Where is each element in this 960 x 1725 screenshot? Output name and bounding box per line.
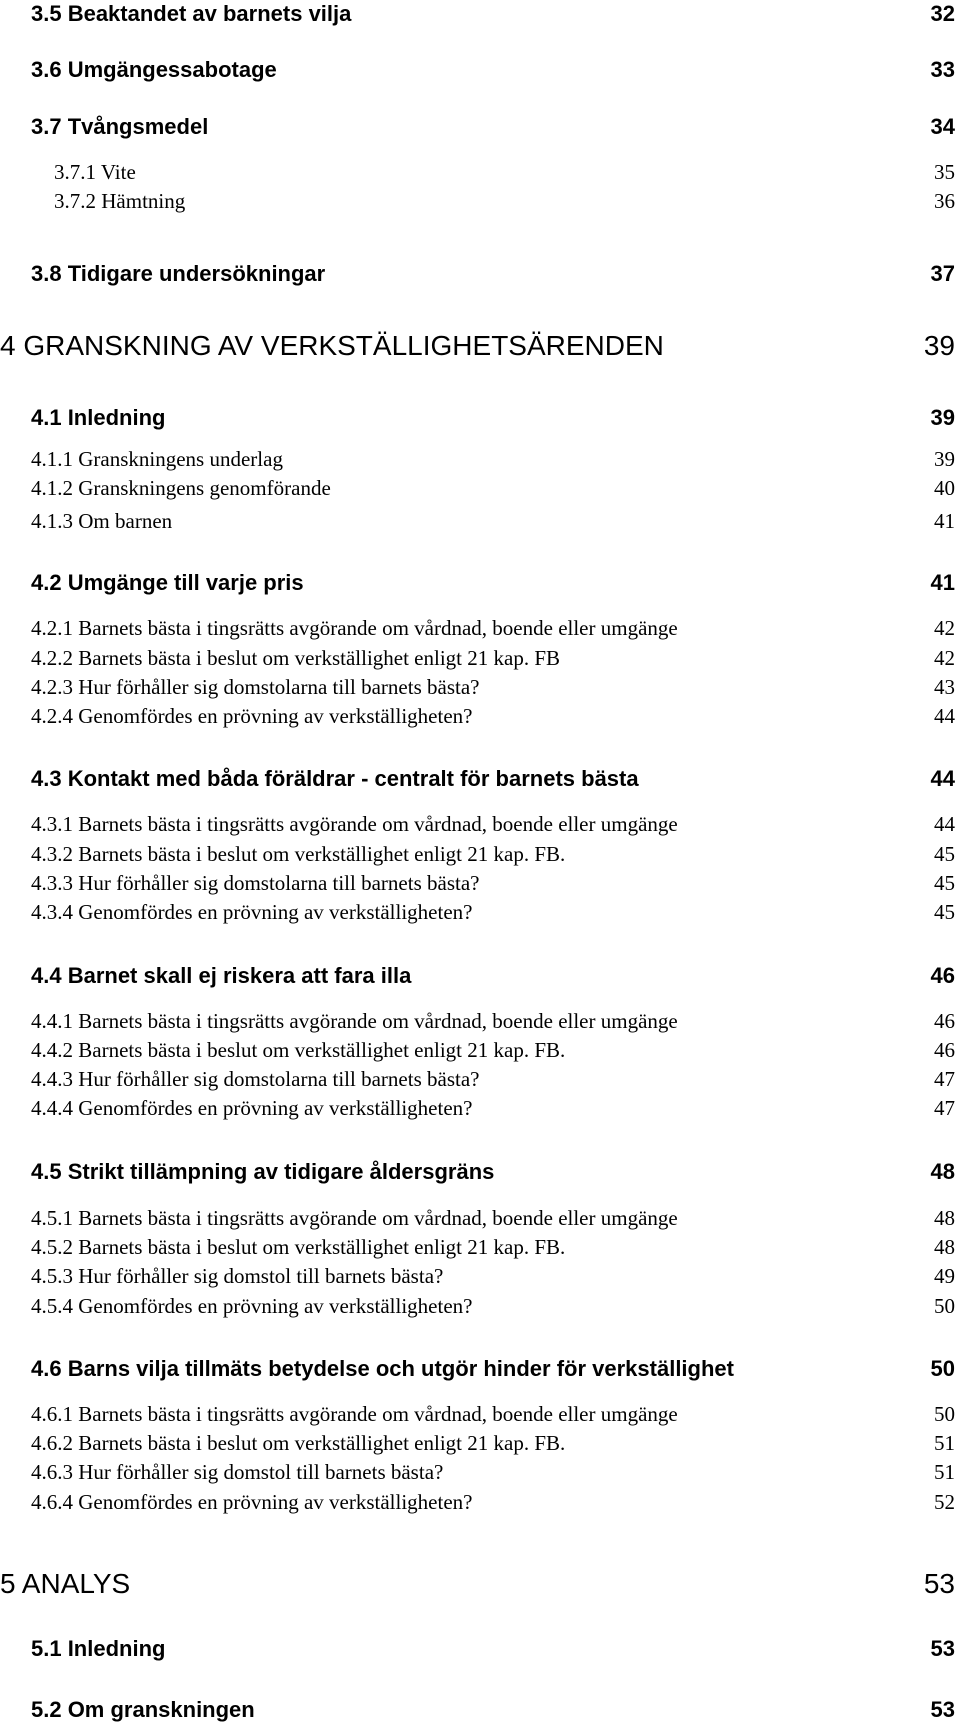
- toc-entry-page: 35: [934, 160, 955, 184]
- toc-entry-page: 46: [934, 1009, 955, 1033]
- toc-entry-page: 44: [934, 704, 955, 728]
- toc-entry-page: 50: [930, 1356, 955, 1381]
- toc-entry-title: 4.6 Barns vilja tillmäts betydelse och utgör hinder för verkställighet: [31, 1356, 734, 1381]
- toc-entry-title: 4.2.4 Genomfördes en prövning av verkställigheten?: [31, 704, 473, 728]
- toc-entry-title: 4 GRANSKNING AV VERKSTÄLLIGHETSÄRENDEN: [0, 330, 664, 361]
- toc-entry-page: 44: [930, 766, 955, 791]
- toc-entry-title: 5.2 Om granskningen: [31, 1697, 255, 1722]
- toc-entry-title: 4.2 Umgänge till varje pris: [31, 570, 304, 595]
- toc-entry-title: 4.3.4 Genomfördes en prövning av verkställigheten?: [31, 900, 473, 924]
- toc-entry-page: 46: [934, 1038, 955, 1062]
- toc-entry-page: 53: [923, 1568, 955, 1599]
- toc-entry-title: 4.5.2 Barnets bästa i beslut om verkställighet enligt 21 kap. FB.: [31, 1235, 566, 1259]
- toc-entry-title: 4.1 Inledning: [31, 405, 166, 430]
- toc-entry-title: 4.1.1 Granskningens underlag: [31, 447, 283, 471]
- toc-entry-title: 3.7 Tvångsmedel: [31, 114, 209, 139]
- toc-entry-page: 52: [934, 1490, 955, 1514]
- toc-entry-title: 4.4.2 Barnets bästa i beslut om verkställighet enligt 21 kap. FB.: [31, 1038, 566, 1062]
- toc-entry-page: 32: [930, 1, 955, 26]
- toc-entry-page: 46: [930, 963, 955, 988]
- toc-entry-title: 5 ANALYS: [0, 1568, 131, 1599]
- toc-entry-title: 4.1.3 Om barnen: [31, 509, 173, 533]
- toc-entry-page: 45: [934, 900, 955, 924]
- toc-entry-title: 4.4 Barnet skall ej riskera att fara illa: [31, 963, 412, 988]
- toc-entry-title: 4.1.2 Granskningens genomförande: [31, 476, 331, 500]
- toc-entry-page: 48: [930, 1159, 955, 1184]
- toc-entry-title: 4.6.3 Hur förhåller sig domstol till barnets bästa?: [31, 1460, 444, 1484]
- toc-entry-title: 4.3 Kontakt med båda föräldrar - centralt för barnets bästa: [31, 766, 639, 791]
- toc-entry-title: 4.2.1 Barnets bästa i tingsrätts avgörande om vårdnad, boende eller umgänge: [31, 616, 678, 640]
- toc-entry-page: 49: [934, 1264, 955, 1288]
- toc-entry-page: 44: [934, 812, 955, 836]
- toc-entry-title: 4.3.3 Hur förhåller sig domstolarna till barnets bästa?: [31, 871, 480, 895]
- toc-entry-title: 4.5.1 Barnets bästa i tingsrätts avgörande om vårdnad, boende eller umgänge: [31, 1206, 678, 1230]
- toc-entry-title: 3.8 Tidigare undersökningar: [31, 261, 326, 286]
- toc-entry-title: 4.5.4 Genomfördes en prövning av verkställigheten?: [31, 1294, 473, 1318]
- toc-entry-page: 43: [934, 675, 955, 699]
- toc-entry-page: 45: [934, 871, 955, 895]
- toc-entry-page: 53: [930, 1697, 955, 1722]
- toc-entry-title: 4.6.1 Barnets bästa i tingsrätts avgörande om vårdnad, boende eller umgänge: [31, 1402, 678, 1426]
- toc-entry-page: 48: [934, 1235, 955, 1259]
- toc-entry-title: 4.4.3 Hur förhåller sig domstolarna till barnets bästa?: [31, 1067, 480, 1091]
- toc-entry-title: 4.4.4 Genomfördes en prövning av verkställigheten?: [31, 1096, 473, 1120]
- toc-entry-page: 50: [934, 1294, 955, 1318]
- toc-entry-page: 37: [930, 261, 955, 286]
- toc-entry-page: 47: [934, 1067, 955, 1091]
- toc-entry-title: 4.6.4 Genomfördes en prövning av verkställigheten?: [31, 1490, 473, 1514]
- toc-entry-page: 41: [930, 570, 955, 595]
- toc-entry-title: 4.6.2 Barnets bästa i beslut om verkställighet enligt 21 kap. FB.: [31, 1431, 566, 1455]
- toc-entry-page: 33: [930, 57, 955, 82]
- toc-entry-page: 51: [934, 1431, 955, 1455]
- toc-entry-page: 45: [934, 842, 955, 866]
- toc-entry-page: 39: [923, 330, 955, 361]
- toc-entry-title: 4.3.1 Barnets bästa i tingsrätts avgörande om vårdnad, boende eller umgänge: [31, 812, 678, 836]
- toc-entry-title: 4.2.2 Barnets bästa i beslut om verkställighet enligt 21 kap. FB: [31, 646, 561, 670]
- toc-entry-page: 41: [934, 509, 955, 533]
- toc-entry-title: 3.6 Umgängessabotage: [31, 57, 277, 82]
- toc-entry-title: 4.5.3 Hur förhåller sig domstol till barnets bästa?: [31, 1264, 444, 1288]
- toc-entry-page: 42: [934, 616, 955, 640]
- toc-entry-title: 3.7.1 Vite: [54, 160, 136, 184]
- toc-entry-page: 47: [934, 1096, 955, 1120]
- toc-entry-page: 40: [934, 476, 955, 500]
- toc-entry-title: 4.4.1 Barnets bästa i tingsrätts avgörande om vårdnad, boende eller umgänge: [31, 1009, 678, 1033]
- toc-entry-page: 50: [934, 1402, 955, 1426]
- toc-entry-title: 4.2.3 Hur förhåller sig domstolarna till barnets bästa?: [31, 675, 480, 699]
- toc-entry-page: 34: [930, 114, 955, 139]
- toc-entry-page: 42: [934, 646, 955, 670]
- toc-entry-page: 53: [930, 1636, 955, 1661]
- toc-entry-page: 51: [934, 1460, 955, 1484]
- toc-entry-page: 48: [934, 1206, 955, 1230]
- toc-entry-page: 39: [930, 405, 955, 430]
- toc-entry-title: 5.1 Inledning: [31, 1636, 166, 1661]
- toc-entry-title: 3.5 Beaktandet av barnets vilja: [31, 1, 352, 26]
- toc-entry-title: 3.7.2 Hämtning: [54, 189, 186, 213]
- toc-entry-title: 4.5 Strikt tillämpning av tidigare åldersgräns: [31, 1159, 495, 1184]
- toc-entry-page: 39: [934, 447, 955, 471]
- toc-entry-title: 4.3.2 Barnets bästa i beslut om verkställighet enligt 21 kap. FB.: [31, 842, 566, 866]
- toc-entry-page: 36: [934, 189, 955, 213]
